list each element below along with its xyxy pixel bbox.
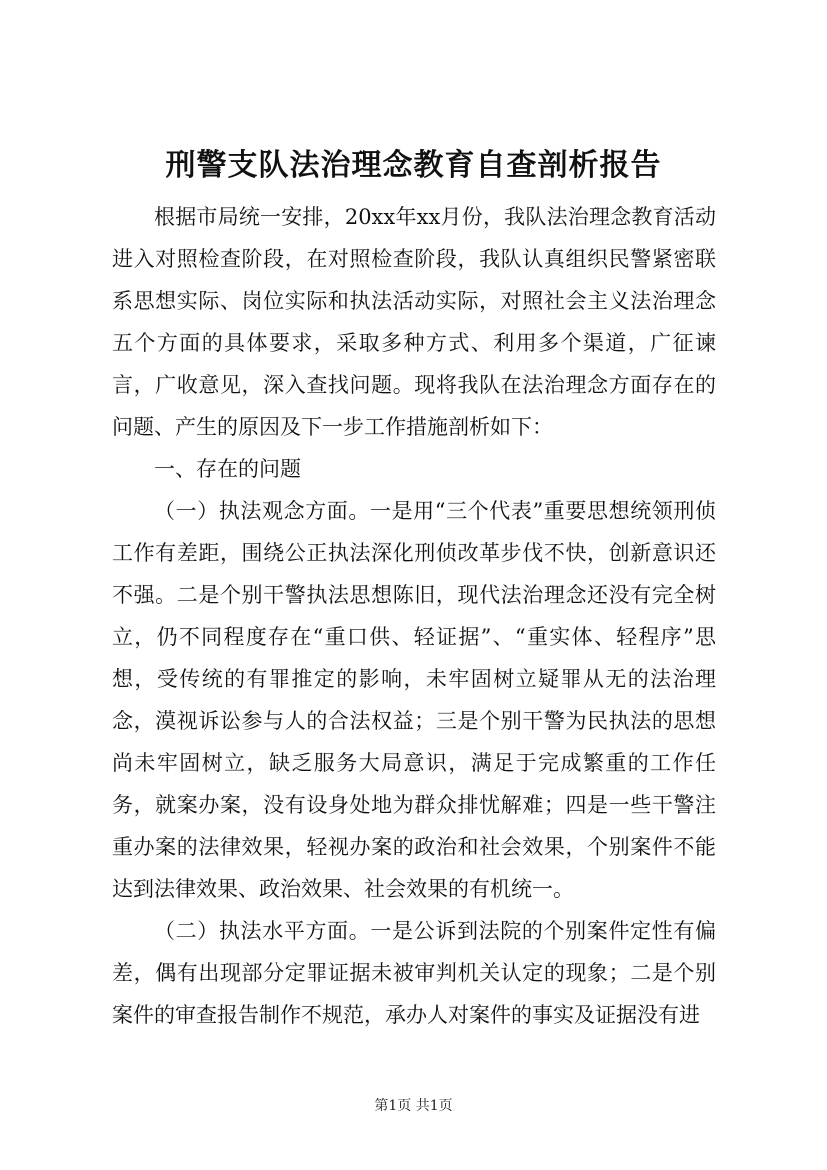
paragraph-enforcement-concepts: （一）执法观念方面。一是用“三个代表”重要思想统领刑侦工作有差距，围绕公正执法深化刑侦改革步伐不快，创新意识还不强。二是个别干警执法思想陈旧，现代法治理念还没有完全树立，仍不同程度存在“重口供、轻证据”、“重实体、轻程序”思想，受传统的有罪推定的影响，未牢固树立疑罪从无的法治理念，漠视诉讼参与人的合法权益；三是个别干警为民执法的思想尚未牢固树立，缺乏服务大局意识，满足于完成繁重的工作任务，就案办案，没有设身处地为群众排忧解难；四是一些干警注重办案的法律效果，轻视办案的政治和社会效果，个别案件不能达到法律效果、政治效果、社会效果的有机统一。 xyxy=(112,499,716,901)
section-heading-problems: 一、存在的问题 xyxy=(154,457,301,481)
paragraph-intro: 根据市局统一安排，20xx年xx月份，我队法治理念教育活动进入对照检查阶段，在对照检查阶段，我队认真组织民警紧密联系思想实际、岗位实际和执法活动实际，对照社会主义法治理念五个方面的具体要求，采取多种方式、利用多个渠道，广征谏言，广收意见，深入查找问题。现将我队在法治理念方面存在的问题、产生的原因及下一步工作措施剖析如下： xyxy=(112,205,716,439)
document-body xyxy=(112,196,716,1036)
page-number-footer: 第1页 共1页 xyxy=(374,1098,453,1114)
paragraph-enforcement-level: （二）执法水平方面。一是公诉到法院的个别案件定性有偏差，偶有出现部分定罪证据未被审判机关认定的现象；二是个别案件的审查报告制作不规范，承办人对案件的事实及证据没有进 xyxy=(112,919,716,1027)
document-title: 刑警支队法治理念教育自查剖析报告 xyxy=(165,148,662,183)
